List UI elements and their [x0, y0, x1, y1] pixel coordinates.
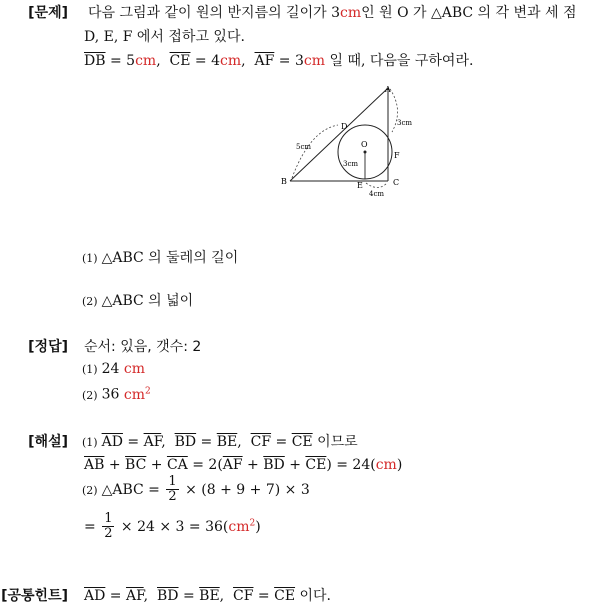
radius-3cm-label: 3cm	[343, 160, 359, 168]
problem-text-1a: 다음 그림과 같이 원의 반지름의 길이가 3	[88, 5, 340, 21]
answer-label: [정답]	[28, 339, 68, 355]
unit-cm: cm	[375, 457, 397, 473]
length-4cm-label: 4cm	[369, 190, 385, 198]
hint-text: $\overline{AD} = \overline{AF}$, $\overline{BD} = \overline{BE}$, $\overline{CF} = \overline{CE}$ 이다.	[84, 588, 331, 604]
segment-ce: $\overline{CE}$	[169, 53, 191, 69]
unit-cm: cm	[340, 5, 362, 21]
unit-cm: cm	[123, 361, 145, 377]
given-conditions: $\overline{DB} = 5cm$, $\overline{CE} = 4cm$, $\overline{AF} = 3cm$ 일 때, 다음을 구하여라.	[84, 53, 474, 69]
answer-2: (2) 36 $cm^2$	[82, 386, 151, 403]
point-b-label: B	[281, 177, 287, 186]
answer-1-value: 24	[101, 361, 120, 377]
point-f-label: F	[394, 151, 400, 160]
fraction-half: $\frac{1}{2}$	[168, 474, 177, 505]
unit-cm: cm	[303, 53, 326, 69]
question-2	[82, 290, 193, 310]
length-3cm-label: 3cm	[397, 119, 413, 127]
problem-line-1	[88, 2, 577, 22]
answer-meta: 순서: 있음, 갯수: 2	[84, 339, 202, 355]
point-e-label: E	[357, 181, 363, 190]
point-a-label: A	[385, 85, 391, 94]
triangle-incircle-figure	[270, 80, 420, 202]
question-2-number: (2)	[82, 295, 98, 308]
point-d-label: D	[341, 122, 348, 131]
question-1	[82, 247, 238, 267]
question-2-text: △ABC 의 넓이	[101, 293, 194, 309]
question-1-number: (1)	[82, 252, 98, 265]
problem-label: [문제]	[28, 5, 68, 21]
given-tail: 일 때, 다음을 구하여라.	[325, 53, 474, 69]
segment-db: $\overline{DB}$	[84, 53, 106, 69]
hint-label: [공통힌트]	[1, 588, 68, 604]
problem-text-1b: 인 원 O 가 △ABC 의 각 변과 세 점	[361, 5, 577, 21]
point-o-label: O	[361, 140, 368, 149]
question-1-text: △ABC 의 둘레의 길이	[101, 250, 239, 266]
unit-cm2: $cm^2$	[123, 386, 151, 403]
unit-cm2: $cm^2$	[228, 518, 256, 535]
point-c-label: C	[393, 178, 400, 187]
unit-cm: cm	[135, 53, 157, 69]
unit-cm: cm	[220, 53, 242, 69]
answer-2-value: 36	[101, 386, 120, 403]
solution-line-1: (1) $\overline{AD} = \overline{AF}$, $\overline{BD} = \overline{BE}$, $\overline{CF} = \overline{CE}$ 이므로	[82, 434, 358, 450]
segment-af: $\overline{AF}$	[254, 53, 275, 69]
problem-line-2: D, E, F 에서 접하고 있다.	[84, 29, 245, 45]
solution-line-3: (2) △ABC = $\frac{1}{2}$ × (8 + 9 + 7) × 3	[82, 474, 310, 505]
length-5cm-label: 5cm	[296, 143, 312, 151]
fraction-half: $\frac{1}{2}$	[104, 511, 113, 542]
solution-line-4: = $\frac{1}{2}$ × $24 \times 3 = 36(cm^2)$	[84, 511, 261, 542]
answer-1: (1) 24 cm	[82, 361, 145, 377]
solution-label: [해설]	[28, 434, 68, 450]
solution-line-2: $\overline{AB} + \overline{BC} + \overline{CA} = 2(\overline{AF} + \overline{BD} + \overline{CE}) = 24(cm)$	[84, 457, 403, 473]
